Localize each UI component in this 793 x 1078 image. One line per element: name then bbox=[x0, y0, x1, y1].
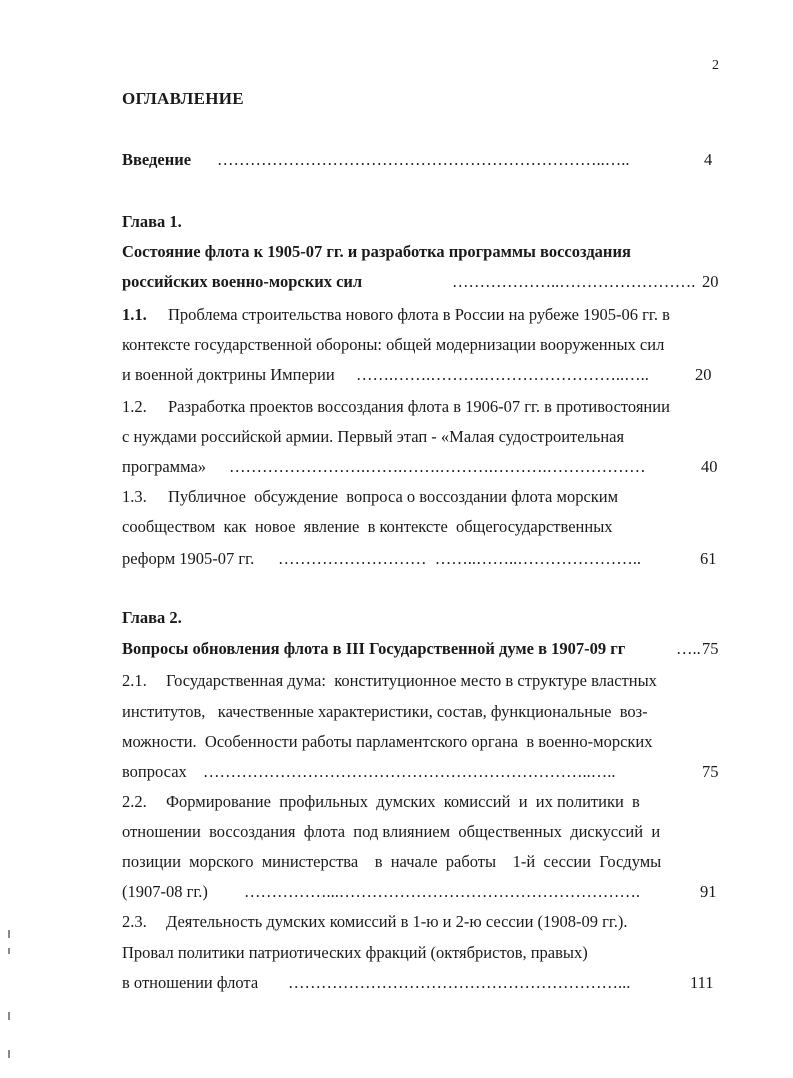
section-2-3-line1: Деятельность думских комиссий в 1-ю и 2-ю сессии (1908-09 гг.). bbox=[166, 912, 628, 931]
section-1-2-page: 40 bbox=[701, 457, 718, 476]
section-1-1-dots: …….…….……….……………………..….. bbox=[356, 365, 649, 384]
section-2-2-line2: отношении воссоздания флота под влиянием общественных дискуссий и bbox=[122, 822, 661, 841]
section-1-2-line1: Разработка проектов воссоздания флота в 1906-07 гг. в противостоянии bbox=[168, 397, 670, 416]
section-1-3-dots: ……………………… ……..……..………………….. bbox=[278, 549, 641, 568]
toc-entry-intro-page: 4 bbox=[704, 150, 713, 169]
chapter2-title-dots: ….. bbox=[676, 639, 701, 658]
chapter2-title-page: 75 bbox=[702, 639, 719, 658]
section-1-1-line3: и военной доктрины Империи bbox=[122, 365, 335, 384]
section-1-3-line3: реформ 1905-07 гг. bbox=[122, 549, 255, 568]
section-2-2-number: 2.2. bbox=[122, 792, 147, 811]
section-2-1-page: 75 bbox=[702, 762, 719, 781]
section-2-1-line1: Государственная дума: конституционное место в структуре властных bbox=[166, 671, 657, 690]
section-2-3-dots: ……………………………………………………... bbox=[288, 973, 631, 992]
section-1-2-number: 1.2. bbox=[122, 397, 147, 416]
section-1-3-line2: сообществом как новое явление в контексте общегосударственных bbox=[122, 517, 613, 536]
scan-artifact bbox=[8, 930, 10, 938]
section-2-2-line1: Формирование профильных думских комиссий и их политики в bbox=[166, 792, 640, 811]
section-1-2-line3: программа» bbox=[122, 457, 207, 476]
section-1-3-line1: Публичное обсуждение вопроса о воссоздании флота морским bbox=[168, 487, 619, 506]
section-2-1-line2: институтов, качественные характеристики, состав, функциональные воз- bbox=[122, 702, 648, 721]
section-2-2-dots: ……………...………………………………………………. bbox=[244, 882, 640, 901]
section-1-2-line2: с нуждами российской армии. Первый этап - «Малая судостроительная bbox=[122, 427, 625, 446]
section-1-1-number: 1.1. bbox=[122, 305, 147, 324]
scan-artifact bbox=[8, 1050, 10, 1058]
section-2-3-line3: в отношении флота bbox=[122, 973, 259, 992]
section-2-2-page: 91 bbox=[700, 882, 717, 901]
page-number: 2 bbox=[712, 58, 719, 73]
section-2-2-line4: (1907-08 гг.) bbox=[122, 882, 208, 901]
section-2-3-line2: Провал политики патриотических фракций (октябристов, правых) bbox=[122, 943, 588, 962]
section-2-1-dots: ……………………………………………………………..….. bbox=[203, 762, 616, 781]
chapter1-title-dots: ………………..……………………. bbox=[452, 272, 696, 291]
section-1-2-dots: …………………….…….…….……….……….……………… bbox=[229, 457, 646, 476]
section-2-1-line4: вопросах bbox=[122, 762, 187, 781]
scan-artifact bbox=[8, 948, 10, 954]
toc-entry-intro-dots: ……………………………………………………………..….. bbox=[217, 150, 630, 169]
section-1-1-page: 20 bbox=[695, 365, 712, 384]
scan-artifact bbox=[8, 1012, 10, 1020]
toc-entry-intro-label: Введение bbox=[122, 150, 192, 169]
section-2-1-line3: можности. Особенности работы парламентского органа в военно-морских bbox=[122, 732, 653, 751]
section-1-3-page: 61 bbox=[700, 549, 717, 568]
section-1-1-line1: Проблема строительства нового флота в России на рубеже 1905-06 гг. в bbox=[168, 305, 670, 324]
section-2-2-line3: позиции морского министерства в начале работы 1-й сессии Госдумы bbox=[122, 852, 662, 871]
chapter2-title-line1: Вопросы обновления флота в III Государственной думе в 1907-09 гг bbox=[122, 639, 626, 658]
section-1-3-number: 1.3. bbox=[122, 487, 147, 506]
chapter1-title-line1: Состояние флота к 1905-07 гг. и разработка программы воссоздания bbox=[122, 242, 631, 261]
chapter1-title-page: 20 bbox=[702, 272, 719, 291]
section-2-1-number: 2.1. bbox=[122, 671, 147, 690]
chapter2-label: Глава 2. bbox=[122, 608, 182, 627]
section-1-1-line2: контексте государственной обороны: общей модернизации вооруженных сил bbox=[122, 335, 665, 354]
section-2-3-page: 111 bbox=[690, 973, 714, 992]
section-2-3-number: 2.3. bbox=[122, 912, 147, 931]
toc-heading: ОГЛАВЛЕНИЕ bbox=[122, 89, 244, 108]
chapter1-title-line2: российских военно-морских сил bbox=[122, 272, 363, 291]
chapter1-label: Глава 1. bbox=[122, 212, 182, 231]
